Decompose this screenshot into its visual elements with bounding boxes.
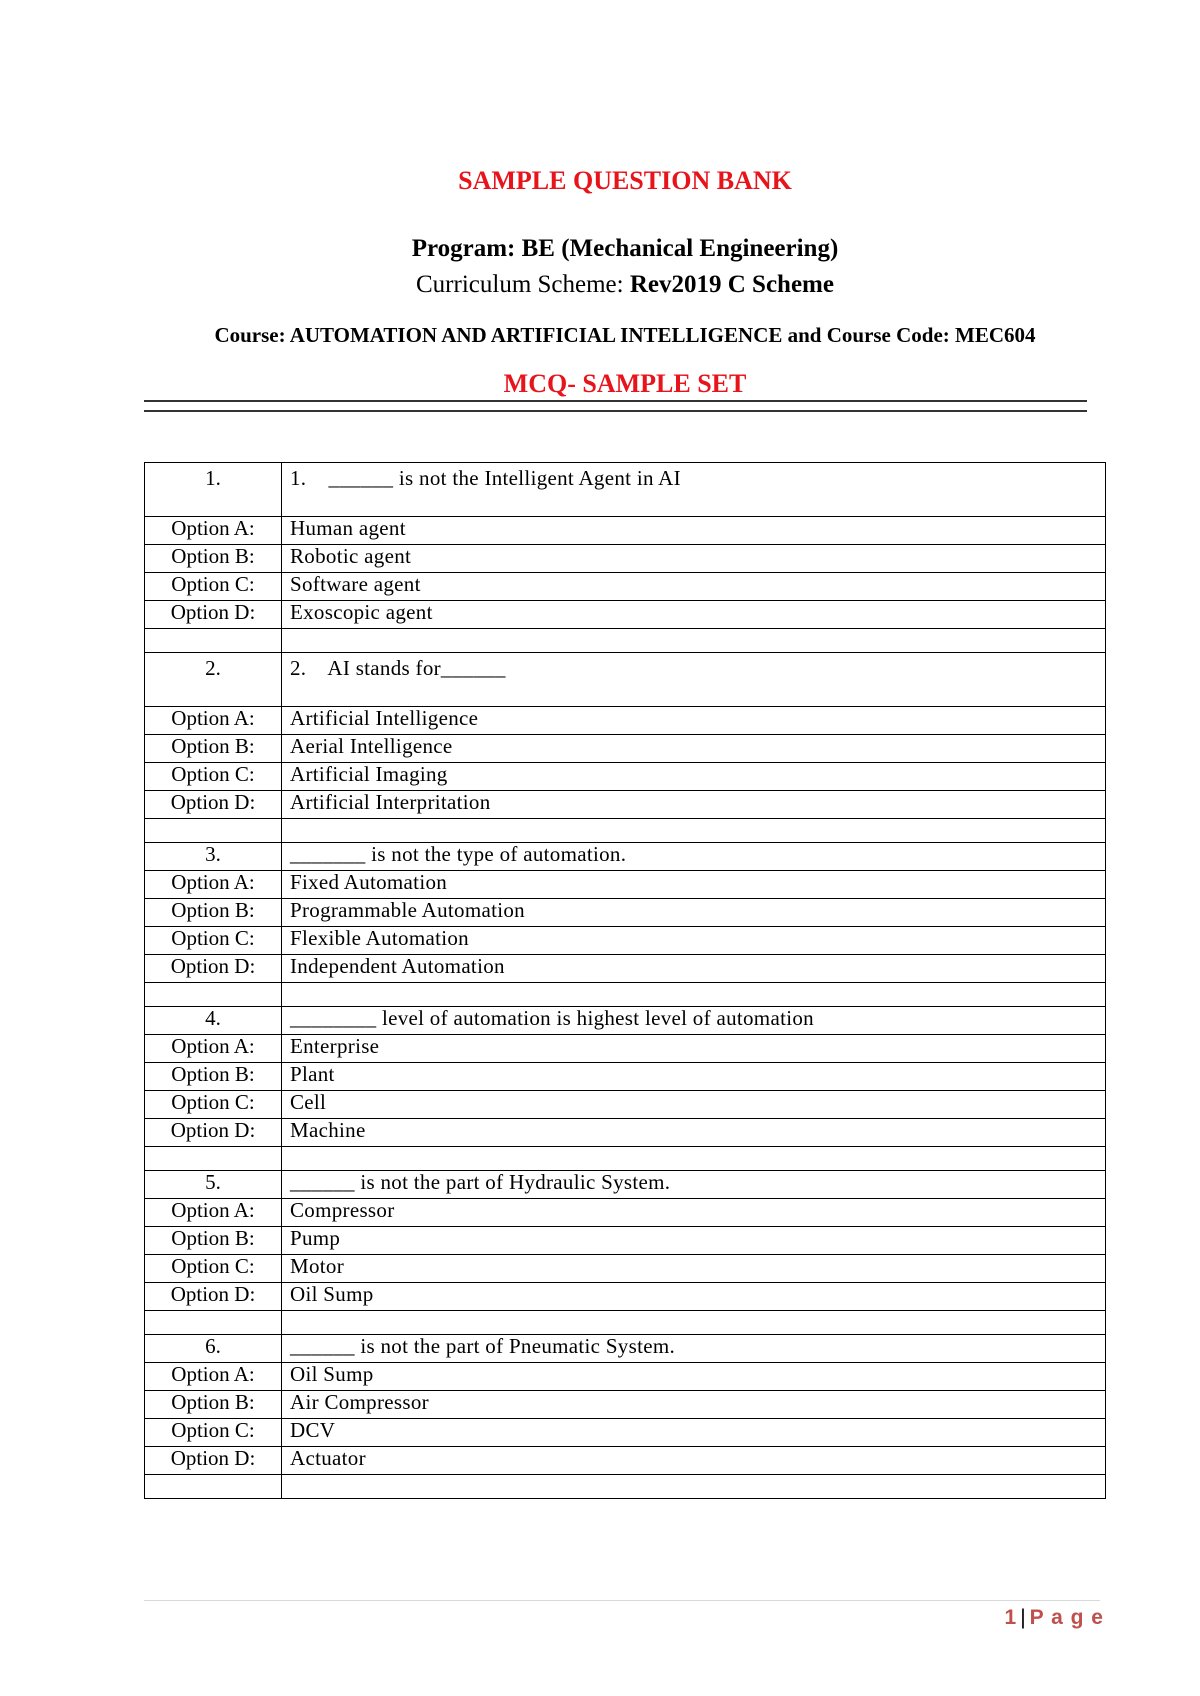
spacer-cell: [282, 983, 1106, 1007]
option-label: Option D:: [145, 1447, 282, 1475]
course-line: Course: AUTOMATION AND ARTIFICIAL INTELLIGENCE and Course Code: MEC604: [214, 323, 1036, 347]
spacer-cell: [282, 819, 1106, 843]
option-text: Flexible Automation: [282, 927, 1106, 955]
option-text: Enterprise: [282, 1035, 1106, 1063]
option-text: Aerial Intelligence: [282, 735, 1106, 763]
option-text: Oil Sump: [282, 1283, 1106, 1311]
option-row: [145, 1255, 1106, 1283]
option-row: [145, 601, 1106, 629]
option-text: Machine: [282, 1119, 1106, 1147]
mcq-table: [144, 462, 1106, 1499]
option-label: Option D:: [145, 791, 282, 819]
option-text: Software agent: [282, 573, 1106, 601]
option-text: Human agent: [282, 517, 1106, 545]
option-text: Programmable Automation: [282, 899, 1106, 927]
option-label: Option B:: [145, 1063, 282, 1091]
option-label: Option C:: [145, 573, 282, 601]
option-label: Option C:: [145, 763, 282, 791]
question-text: ______ is not the part of Hydraulic System.: [282, 1171, 1106, 1199]
spacer-row: [145, 983, 1106, 1007]
option-row: [145, 927, 1106, 955]
option-label: Option A:: [145, 1035, 282, 1063]
question-row: [145, 843, 1106, 871]
option-label: Option C:: [145, 1419, 282, 1447]
option-label: Option D:: [145, 1283, 282, 1311]
option-label: Option D:: [145, 1119, 282, 1147]
page-footer: [1005, 1606, 1104, 1630]
option-text: Exoscopic agent: [282, 601, 1106, 629]
option-text: Artificial Interpritation: [282, 791, 1106, 819]
option-text: Artificial Imaging: [282, 763, 1106, 791]
program-line: Program: BE (Mechanical Engineering): [411, 235, 839, 262]
option-label: Option A:: [145, 1363, 282, 1391]
option-text: Artificial Intelligence: [282, 707, 1106, 735]
option-label: Option D:: [145, 955, 282, 983]
spacer-row: [145, 629, 1106, 653]
spacer-row: [145, 1475, 1106, 1499]
option-label: Option A:: [145, 707, 282, 735]
option-row: [145, 791, 1106, 819]
option-row: [145, 1419, 1106, 1447]
option-label: Option B:: [145, 545, 282, 573]
option-label: Option C:: [145, 1091, 282, 1119]
option-row: [145, 545, 1106, 573]
option-row: [145, 1199, 1106, 1227]
question-row: [145, 1007, 1106, 1035]
option-row: [145, 763, 1106, 791]
question-row: [145, 1335, 1106, 1363]
option-label: Option B:: [145, 899, 282, 927]
option-text: Actuator: [282, 1447, 1106, 1475]
option-label: Option A:: [145, 517, 282, 545]
option-text: Fixed Automation: [282, 871, 1106, 899]
question-text: _______ is not the type of automation.: [282, 843, 1106, 871]
footer-rule: [144, 1600, 1100, 1601]
option-text: Pump: [282, 1227, 1106, 1255]
option-row: [145, 1227, 1106, 1255]
option-text: Independent Automation: [282, 955, 1106, 983]
option-text: DCV: [282, 1419, 1106, 1447]
question-row: [145, 463, 1106, 517]
footer-separator: |: [1020, 1606, 1027, 1629]
spacer-cell: [145, 629, 282, 653]
option-row: [145, 1447, 1106, 1475]
option-label: Option B:: [145, 1391, 282, 1419]
option-text: Motor: [282, 1255, 1106, 1283]
option-row: [145, 871, 1106, 899]
question-text: ______ is not the part of Pneumatic System.: [282, 1335, 1106, 1363]
question-number: 1.: [145, 463, 282, 517]
spacer-cell: [145, 819, 282, 843]
option-label: Option B:: [145, 1227, 282, 1255]
question-number: 3.: [145, 843, 282, 871]
option-text: Robotic agent: [282, 545, 1106, 573]
question-text: ________ level of automation is highest level of automation: [282, 1007, 1106, 1035]
question-text: 1. ______ is not the Intelligent Agent in AI: [282, 463, 1106, 517]
option-text: Air Compressor: [282, 1391, 1106, 1419]
double-rule-separator: [144, 400, 1087, 412]
question-number: 4.: [145, 1007, 282, 1035]
page-number: 1: [1004, 1606, 1018, 1629]
spacer-cell: [282, 1311, 1106, 1335]
option-label: Option D:: [145, 601, 282, 629]
option-row: [145, 517, 1106, 545]
option-row: [145, 1035, 1106, 1063]
option-label: Option C:: [145, 927, 282, 955]
spacer-cell: [145, 1311, 282, 1335]
question-number: 5.: [145, 1171, 282, 1199]
question-row: [145, 653, 1106, 707]
question-text: 2. AI stands for______: [282, 653, 1106, 707]
option-label: Option C:: [145, 1255, 282, 1283]
option-text: Oil Sump: [282, 1363, 1106, 1391]
option-text: Compressor: [282, 1199, 1106, 1227]
option-row: [145, 955, 1106, 983]
scheme-value: Rev2019 C Scheme: [629, 271, 834, 298]
option-row: [145, 735, 1106, 763]
option-row: [145, 1363, 1106, 1391]
option-row: [145, 899, 1106, 927]
spacer-row: [145, 1147, 1106, 1171]
option-row: [145, 1119, 1106, 1147]
spacer-row: [145, 1311, 1106, 1335]
spacer-cell: [282, 1475, 1106, 1499]
document-title: SAMPLE QUESTION BANK: [458, 166, 792, 195]
question-number: 6.: [145, 1335, 282, 1363]
option-row: [145, 1391, 1106, 1419]
set-title: MCQ- SAMPLE SET: [503, 369, 747, 398]
scheme-label: Curriculum Scheme:: [416, 271, 630, 298]
option-row: [145, 1063, 1106, 1091]
option-row: [145, 1091, 1106, 1119]
option-label: Option A:: [145, 871, 282, 899]
option-row: [145, 707, 1106, 735]
option-text: Plant: [282, 1063, 1106, 1091]
question-row: [145, 1171, 1106, 1199]
spacer-cell: [145, 1475, 282, 1499]
spacer-cell: [282, 1147, 1106, 1171]
spacer-cell: [145, 1147, 282, 1171]
option-label: Option A:: [145, 1199, 282, 1227]
option-row: [145, 573, 1106, 601]
option-label: Option B:: [145, 735, 282, 763]
option-row: [145, 1283, 1106, 1311]
spacer-cell: [145, 983, 282, 1007]
spacer-cell: [282, 629, 1106, 653]
scheme-line: [0, 271, 1200, 299]
page-label: P a g e: [1029, 1606, 1104, 1629]
option-text: Cell: [282, 1091, 1106, 1119]
question-number: 2.: [145, 653, 282, 707]
spacer-row: [145, 819, 1106, 843]
